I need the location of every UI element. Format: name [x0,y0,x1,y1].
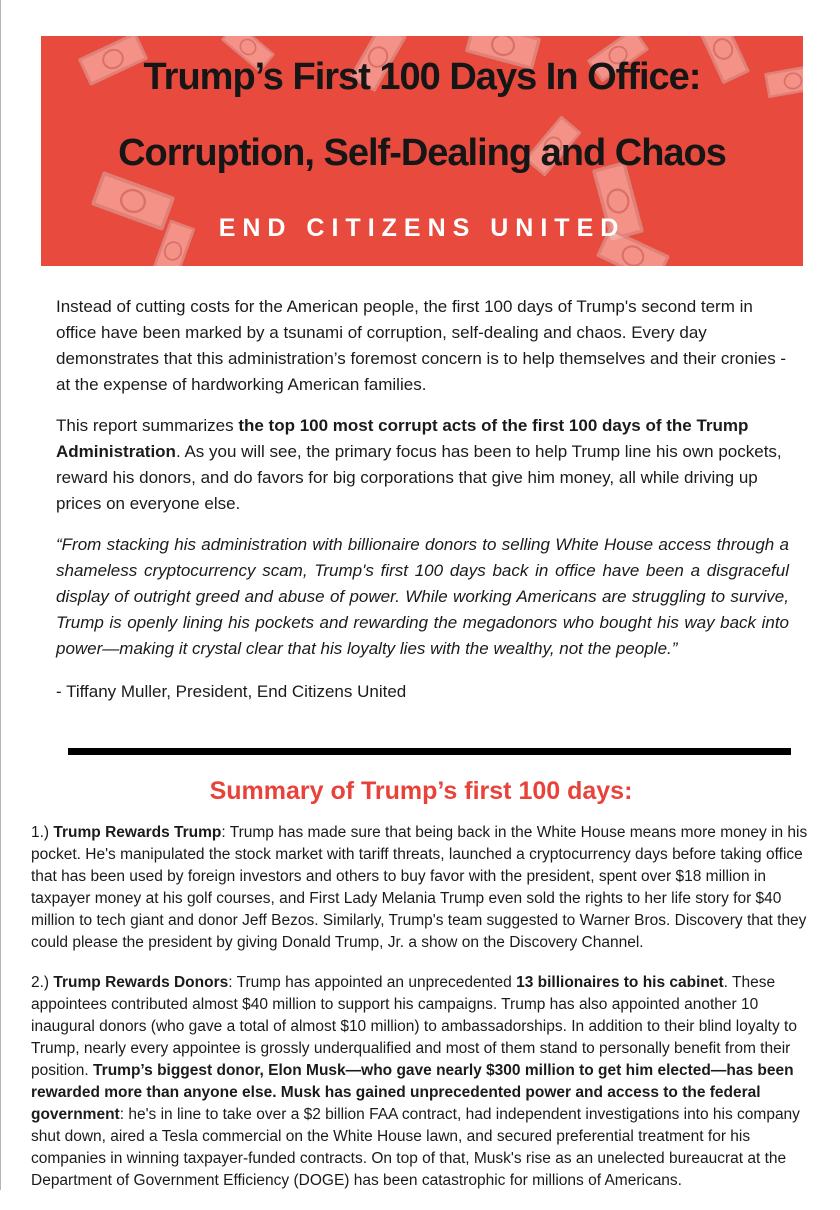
section-divider [68,748,791,755]
text-segment: 13 billionaires to his cabinet [516,974,724,991]
text-segment: Trump Rewards Donors [53,974,229,991]
report-title-line1: Trump’s First 100 Days In Office: [143,56,701,98]
report-title-line2: Corruption, Self-Dealing and Chaos [118,131,726,174]
summary-item-1 [31,822,813,954]
text-segment: . These appointees contributed almost $40 million to support his campaigns. Trump has also appointed another 10 inaugural donors (who gave a total of almost $10 million) to ambassadorships. In addition to their blind loyalty to Trump, nearly every appointee is grossly underqualified and most of them stand to personally benefit from their position. [31,974,797,1079]
intro-section [56,294,789,720]
intro-paragraph-1: Instead of cutting costs for the American people, the first 100 days of Trump's second term in office have been marked by a tsunami of corruption, self-dealing and chaos. Every day demonstrates that this administration’s foremost concern is to help themselves and their cronies - at the expense of hardworking American families. [56,297,787,394]
organization-name: END CITIZENS UNITED [218,213,626,242]
quote-attribution: - Tiffany Muller, President, End Citizens United [56,682,407,701]
text-segment: . As you will see, the primary focus has been to help Trump line his own pockets, reward his donors, and do favors for big corporations that give him money, all while driving up prices on everyone else. [56,442,782,513]
text-segment: Trump’s biggest donor, Elon Musk—who gave nearly $300 million to get him elected—has been rewarded more than anyone else. Musk has gained unprecedented power and access to the federal government [31,1062,794,1123]
summary-item-2 [31,972,813,1192]
summary-section [31,822,813,1210]
text-segment: : Trump has made sure that being back in the White House means more money in his pocket. He's manipulated the stock market with tariff threats, launched a cryptocurrency days before taking office that has been used by foreign investors and others to buy favor with the president, spent over $18 million in taxpayer money at his golf courses, and First Lady Melania Trump even sold the rights to her life story for $40 million to tech giant and donor Jeff Bezos. Similarly, Trump's team suggested to Warner Bros. Discovery that they could please the president by giving Donald Trump, Jr. a show on the Discovery Channel. [31,824,808,951]
text-segment: 2.) [31,974,54,991]
text-segment: : he's in line to take over a $2 billion FAA contract, had independent investigations into his company shut down, aired a Tesla commercial on the White House lawn, and secured preferential treatment for his companies in winning taxpayer-funded contracts. On top of that, Musk's rise as an unelected bureaucrat at the Department of Government Efficiency (DOGE) has been catastrophic for millions of Americans. [31,1106,800,1189]
intro-paragraph-2 [56,413,789,517]
report-banner [41,36,803,266]
text-segment: : Trump has appointed an unprecedented [228,974,517,991]
president-quote: “From stacking his administration with billionaire donors to selling White House access through a shameless cryptocurrency scam, Trump's first 100 days back in office have been a disgraceful display of outright greed and abuse of power. While working Americans are struggling to survive, Trump is openly lining his pockets and rewarding the megadonors who bought his way back into power—making it crystal clear that his loyalty lies with the wealthy, not the people.” [56,535,789,658]
text-segment: the top 100 most corrupt acts of the first 100 days of the Trump Administration [56,416,749,461]
text-segment: This report summarizes [56,416,239,435]
text-segment: 1.) [31,824,54,841]
text-segment: Trump Rewards Trump [53,824,222,841]
summary-heading: Summary of Trump’s first 100 days: [209,777,633,805]
